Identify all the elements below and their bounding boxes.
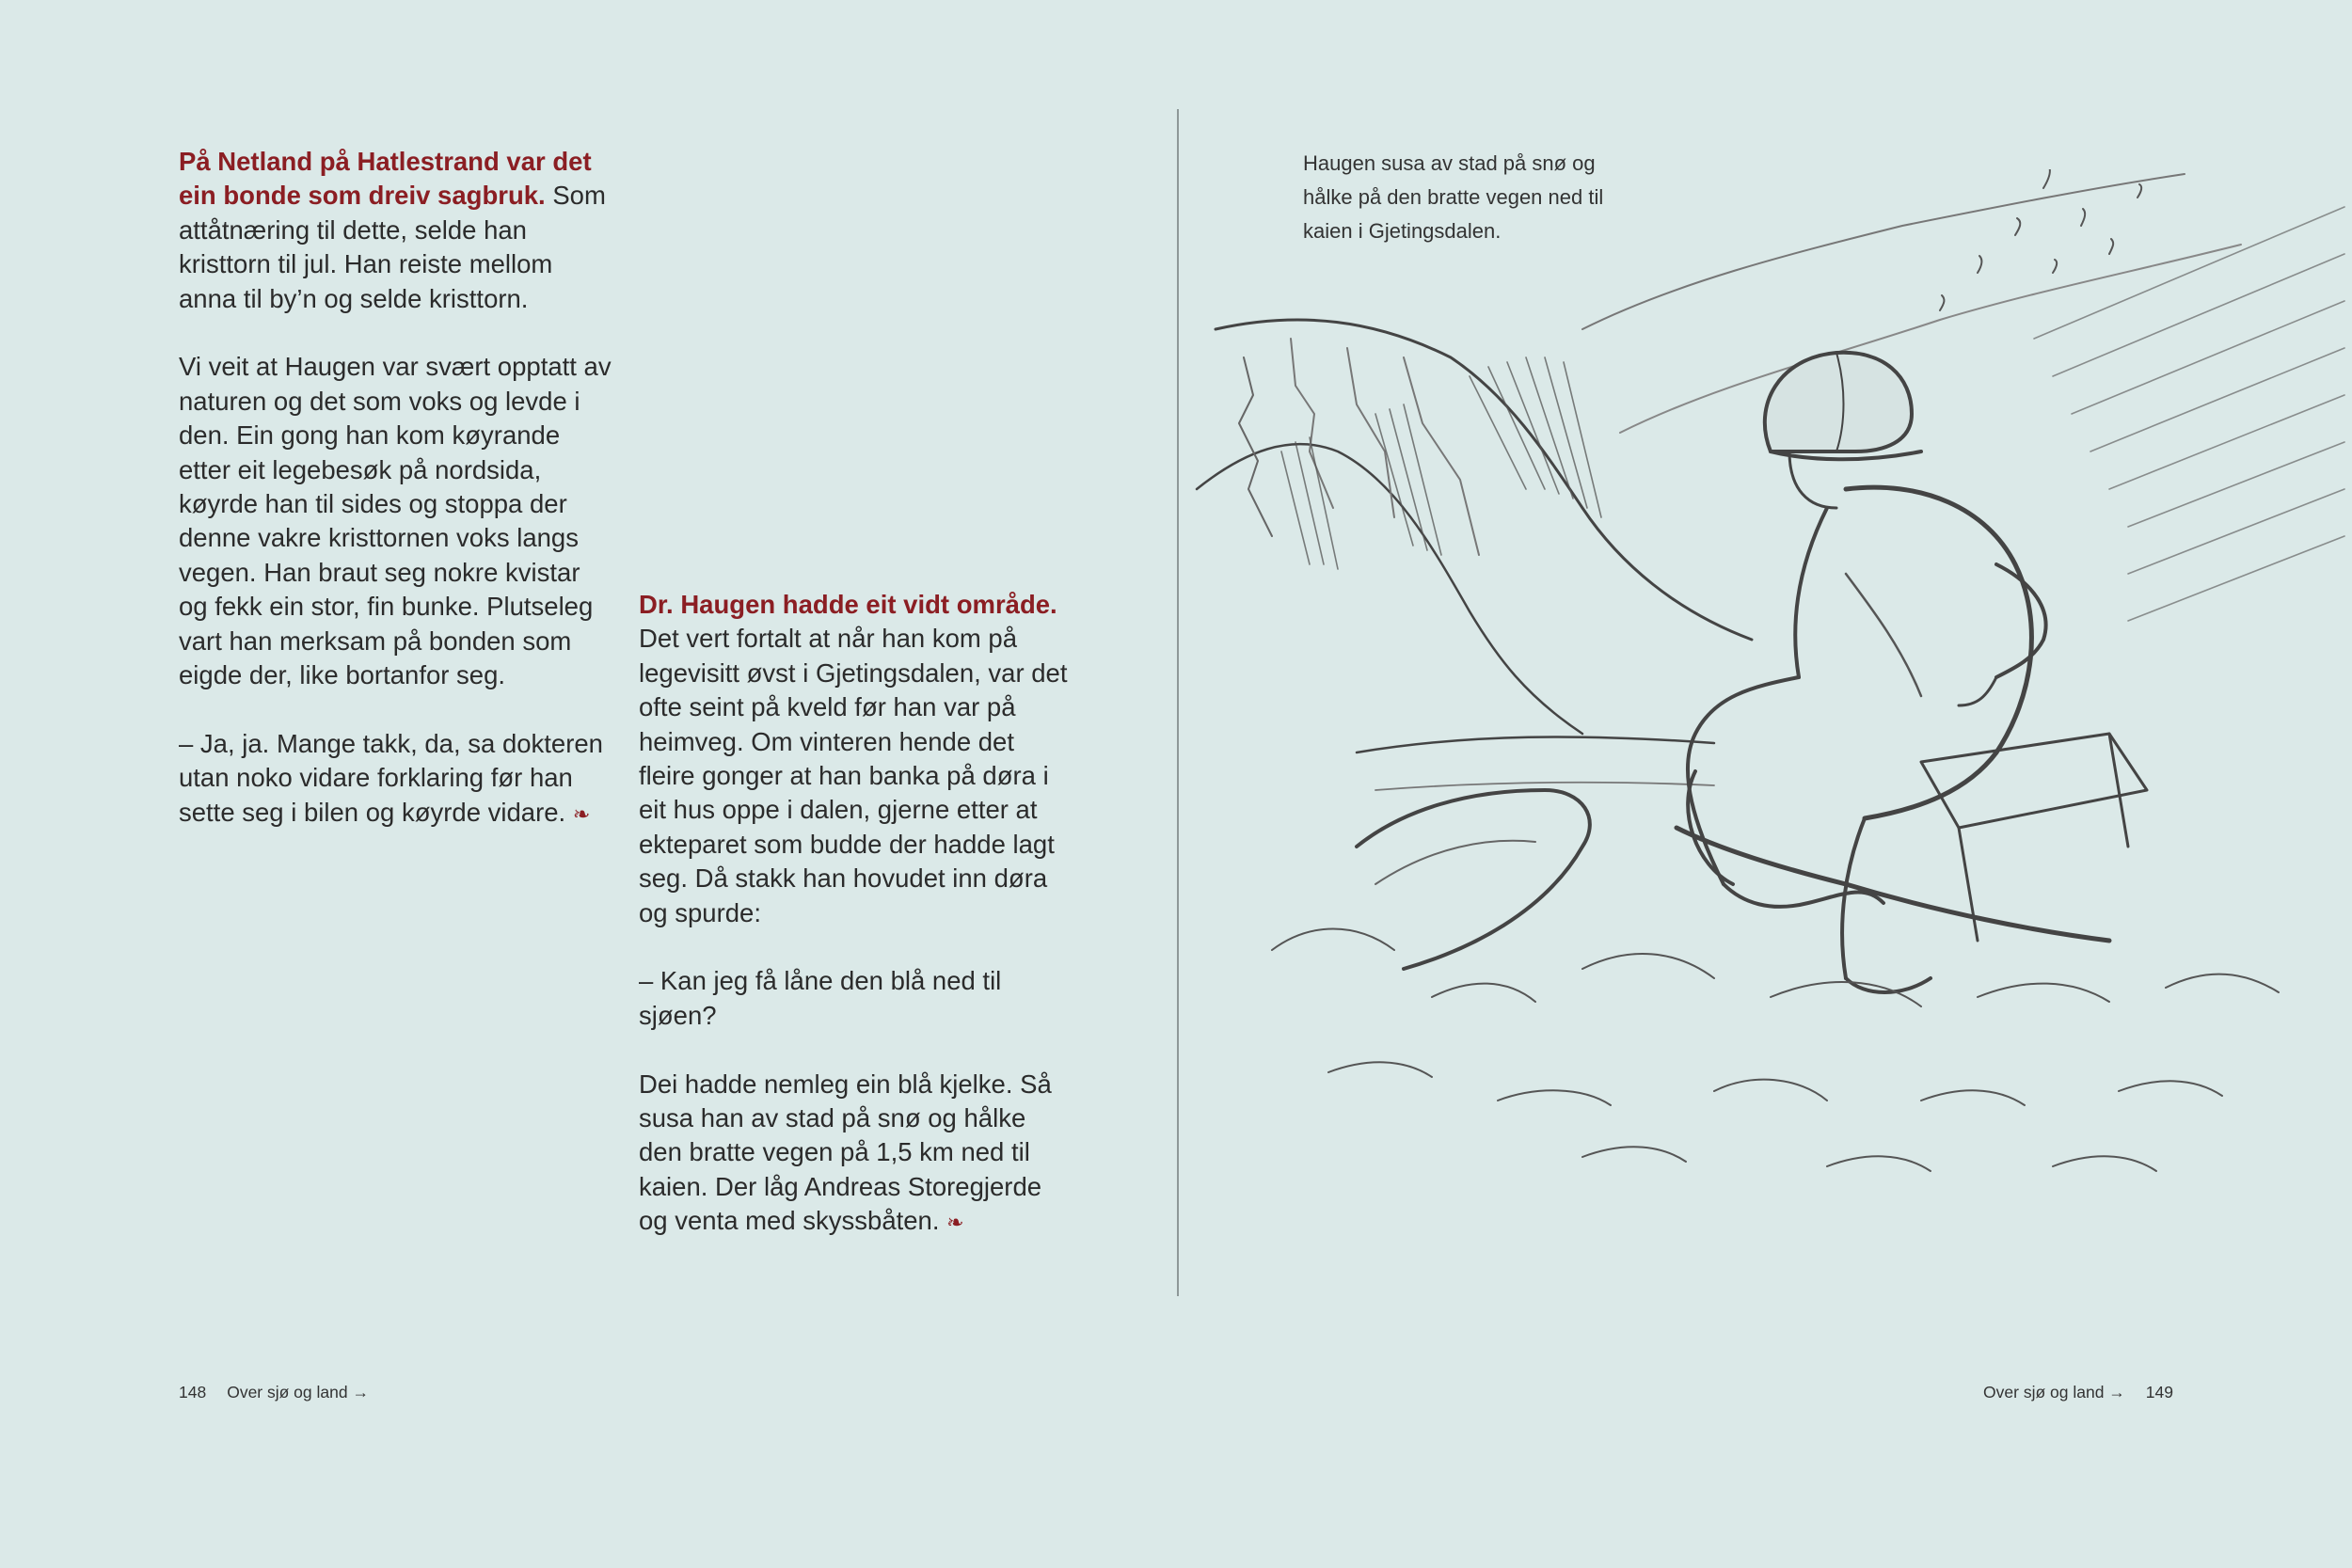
column-divider <box>1177 109 1179 1296</box>
section-link[interactable]: Over sjø og land → <box>1983 1383 2125 1402</box>
footer-left <box>179 1379 369 1405</box>
paragraph <box>179 727 612 832</box>
paragraph-text: Dei hadde nemleg ein blå kjelke. Så susa han av stad på snø og hålke den bratte vegen på 1,5 km ned til kaien. Der låg Andreas Storegjerde og venta med skyssbåten. <box>639 1069 1052 1236</box>
paragraph-text: Det vert fortalt at når han kom på legevisitt øvst i Gjetingsdalen, var det ofte seint på kveld før han var på heimveg. Om vinteren hende det fleire gonger at han banka på døra i eit hus oppe i dalen, gjerne etter at ekteparet som budde der hadde lagt seg. Då stakk han hovudet inn døra og spurde: <box>639 624 1068 927</box>
paragraph: – Kan jeg få låne den blå ned til sjøen? <box>639 966 1002 1030</box>
paragraph <box>639 1068 1072 1241</box>
text-column-2 <box>639 588 1072 1241</box>
fleuron-icon: ❧ <box>572 801 591 826</box>
lead-in: På Netland på Hatlestrand var det ein bonde som dreiv sagbruk. <box>179 147 592 211</box>
lead-in: Dr. Haugen hadde eit vidt område. <box>639 590 1057 619</box>
text-column-1 <box>179 145 612 832</box>
paragraph <box>639 588 1072 930</box>
paragraph: Vi veit at Haugen var svært opptatt av naturen og det som voks og levde i den. Ein gong han kom køyrande etter eit legebesøk på nordsida, køyrde han til sides og stoppa der denne vakre kristtornen voks langs vegen. Han braut seg nokre kvistar og fekk ein stor, fin bunke. Plutseleg vart han merksam på bonden som eigde der, like bortanfor seg. <box>179 352 612 690</box>
illustration-caption: Haugen susa av stad på snø og hålke på den bratte vegen ned til kaien i Gjetingsdalen. <box>1303 151 1604 243</box>
sled-illustration <box>1187 169 2352 1242</box>
paragraph <box>179 145 612 316</box>
section-link[interactable]: Over sjø og land → <box>227 1383 369 1402</box>
fleuron-icon: ❧ <box>946 1211 964 1235</box>
page-number: 148 <box>179 1383 207 1402</box>
footer-right <box>1983 1379 2173 1405</box>
paragraph-text: – Ja, ja. Mange takk, da, sa dokteren utan noko vidare forklaring før han sette seg i bilen og køyrde vidare. <box>179 728 603 827</box>
page-number: 149 <box>2145 1383 2173 1402</box>
paragraph-text: Som attåtnæring til dette, selde han kristtorn til jul. Han reiste mellom anna til by’n og selde kristtorn. <box>179 181 606 313</box>
